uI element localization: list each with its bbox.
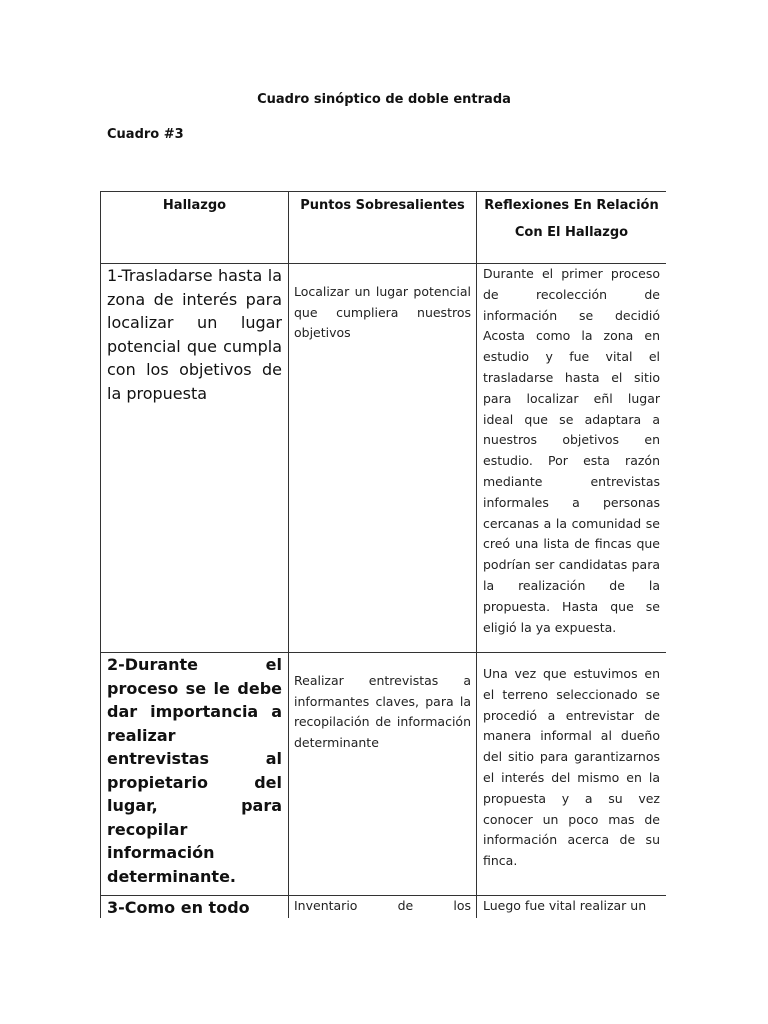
hallazgo-cell: 2-Durante el proceso se le debe dar importancia a realizar entrevistas al propietario del lugar, para recopilar información determinante. [101,653,289,896]
header-row [101,192,667,264]
reflexiones-cell: Durante el primer proceso de recolección de información se decidió Acosta como la zona en estudio y fue vital el trasladarse hasta el sitio para localizar eñl lugar ideal que se adaptara a nuestros objetivos en estudio. Por esta razón mediante entrevistas informales a personas cercanas a la comunidad se creó una lista de fincas que podrían ser candidatas para la realización de la propuesta. Hasta que se eligió la ya expuesta. [477,264,667,653]
hallazgo-cell: 3-Como en todo [101,896,289,919]
table-caption: Cuadro #3 [107,127,184,142]
puntos-cell: Inventario de los [289,896,477,919]
header-puntos-sobresalientes: Puntos Sobresalientes [289,192,477,264]
table-row [101,264,667,653]
hallazgo-cell: 1-Trasladarse hasta la zona de interés para localizar un lugar potencial que cumpla con los objetivos de la propuesta [101,264,289,653]
puntos-cell: Realizar entrevistas a informantes claves, para la recopilación de información determinante [289,653,477,896]
synoptic-table [100,191,666,918]
header-hallazgo: Hallazgo [101,192,289,264]
reflexiones-cell: Una vez que estuvimos en el terreno seleccionado se procedió a entrevistar de manera informal al dueño del sitio para garantizarnos el interés del mismo en la propuesta y a su vez conocer un poco mas de información acerca de su finca. [477,653,667,896]
table-row [101,896,667,919]
page-title: Cuadro sinóptico de doble entrada [257,92,511,107]
puntos-cell: Localizar un lugar potencial que cumpliera nuestros objetivos [289,264,477,653]
table-viewport [100,191,666,918]
header-reflexiones: Reflexiones En Relación Con El Hallazgo [477,192,667,264]
table-row [101,653,667,896]
reflexiones-cell: Luego fue vital realizar un [477,896,667,919]
